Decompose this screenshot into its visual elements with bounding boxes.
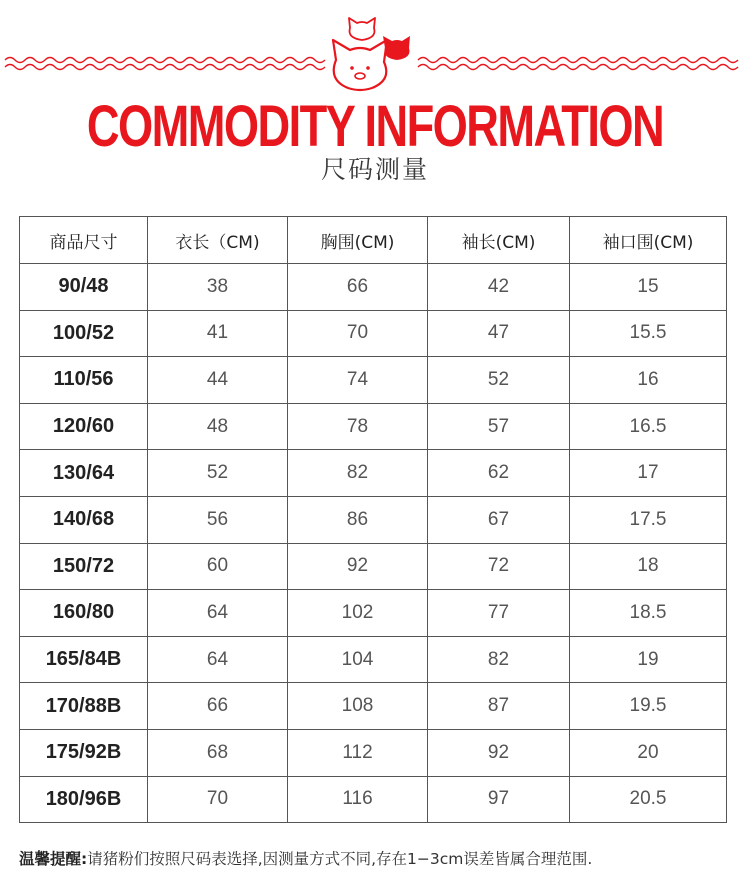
wavy-line-right <box>418 58 738 63</box>
wavy-line-left <box>5 58 325 63</box>
cell-chest: 78 <box>288 403 428 450</box>
tip-note <box>19 847 739 869</box>
cell-cuff: 19.5 <box>570 683 727 730</box>
cell-sleeve: 42 <box>428 264 570 311</box>
cell-cuff: 16 <box>570 357 727 404</box>
cell-size: 165/84B <box>20 636 148 683</box>
header-cuff: 袖口围(CM) <box>570 217 727 264</box>
header-sleeve: 袖长(CM) <box>428 217 570 264</box>
cell-chest: 74 <box>288 357 428 404</box>
table-row <box>20 264 727 311</box>
cell-length: 44 <box>148 357 288 404</box>
cell-sleeve: 77 <box>428 590 570 637</box>
cell-chest: 66 <box>288 264 428 311</box>
filled-cat-face-icon <box>383 36 410 60</box>
table-row <box>20 729 727 776</box>
cell-length: 52 <box>148 450 288 497</box>
cell-size: 175/92B <box>20 729 148 776</box>
cell-chest: 102 <box>288 590 428 637</box>
cell-sleeve: 87 <box>428 683 570 730</box>
cell-size: 110/56 <box>20 357 148 404</box>
cell-sleeve: 92 <box>428 729 570 776</box>
cell-size: 100/52 <box>20 310 148 357</box>
small-cat-face-icon <box>349 18 375 40</box>
cell-size: 90/48 <box>20 264 148 311</box>
table-row <box>20 636 727 683</box>
cell-chest: 86 <box>288 496 428 543</box>
cell-size: 130/64 <box>20 450 148 497</box>
cell-length: 64 <box>148 590 288 637</box>
cell-sleeve: 72 <box>428 543 570 590</box>
cell-cuff: 20.5 <box>570 776 727 823</box>
cell-chest: 104 <box>288 636 428 683</box>
cell-chest: 92 <box>288 543 428 590</box>
cell-chest: 116 <box>288 776 428 823</box>
cell-size: 120/60 <box>20 403 148 450</box>
cell-sleeve: 97 <box>428 776 570 823</box>
cell-length: 64 <box>148 636 288 683</box>
table-row <box>20 683 727 730</box>
table-body <box>20 264 727 823</box>
cell-length: 41 <box>148 310 288 357</box>
table-row <box>20 450 727 497</box>
cell-sleeve: 52 <box>428 357 570 404</box>
cell-cuff: 18.5 <box>570 590 727 637</box>
cell-chest: 112 <box>288 729 428 776</box>
cell-size: 160/80 <box>20 590 148 637</box>
cell-sleeve: 67 <box>428 496 570 543</box>
cell-chest: 108 <box>288 683 428 730</box>
cell-length: 66 <box>148 683 288 730</box>
cell-size: 150/72 <box>20 543 148 590</box>
cell-cuff: 15.5 <box>570 310 727 357</box>
size-table <box>19 216 727 823</box>
cell-chest: 82 <box>288 450 428 497</box>
table-row <box>20 403 727 450</box>
tip-text: 请猪粉们按照尺码表选择,因测量方式不同,存在1−3cm误差皆属合理范围. <box>87 850 593 868</box>
cell-length: 68 <box>148 729 288 776</box>
cell-length: 48 <box>148 403 288 450</box>
cat-face-icon <box>333 40 387 90</box>
table-row <box>20 776 727 823</box>
title-chinese: 尺码测量 <box>320 155 429 184</box>
cell-length: 60 <box>148 543 288 590</box>
cell-length: 38 <box>148 264 288 311</box>
cell-cuff: 17.5 <box>570 496 727 543</box>
cell-chest: 70 <box>288 310 428 357</box>
table-row <box>20 310 727 357</box>
title-english: COMMODITY INFORMATION <box>86 94 664 159</box>
cell-cuff: 16.5 <box>570 403 727 450</box>
cell-length: 70 <box>148 776 288 823</box>
cell-cuff: 20 <box>570 729 727 776</box>
header-chest: 胸围(CM) <box>288 217 428 264</box>
cell-sleeve: 82 <box>428 636 570 683</box>
tip-label: 温馨提醒: <box>19 850 88 868</box>
cell-sleeve: 57 <box>428 403 570 450</box>
cell-cuff: 15 <box>570 264 727 311</box>
table-row <box>20 357 727 404</box>
table-header-row <box>20 217 727 264</box>
table-row <box>20 590 727 637</box>
table-row <box>20 543 727 590</box>
cell-length: 56 <box>148 496 288 543</box>
cell-size: 170/88B <box>20 683 148 730</box>
cell-sleeve: 62 <box>428 450 570 497</box>
header-decoration <box>0 10 750 100</box>
header-length: 衣长（CM) <box>148 217 288 264</box>
cell-size: 180/96B <box>20 776 148 823</box>
cell-cuff: 18 <box>570 543 727 590</box>
header-size: 商品尺寸 <box>20 217 148 264</box>
table-row <box>20 496 727 543</box>
cell-size: 140/68 <box>20 496 148 543</box>
cell-sleeve: 47 <box>428 310 570 357</box>
cell-cuff: 17 <box>570 450 727 497</box>
cell-cuff: 19 <box>570 636 727 683</box>
